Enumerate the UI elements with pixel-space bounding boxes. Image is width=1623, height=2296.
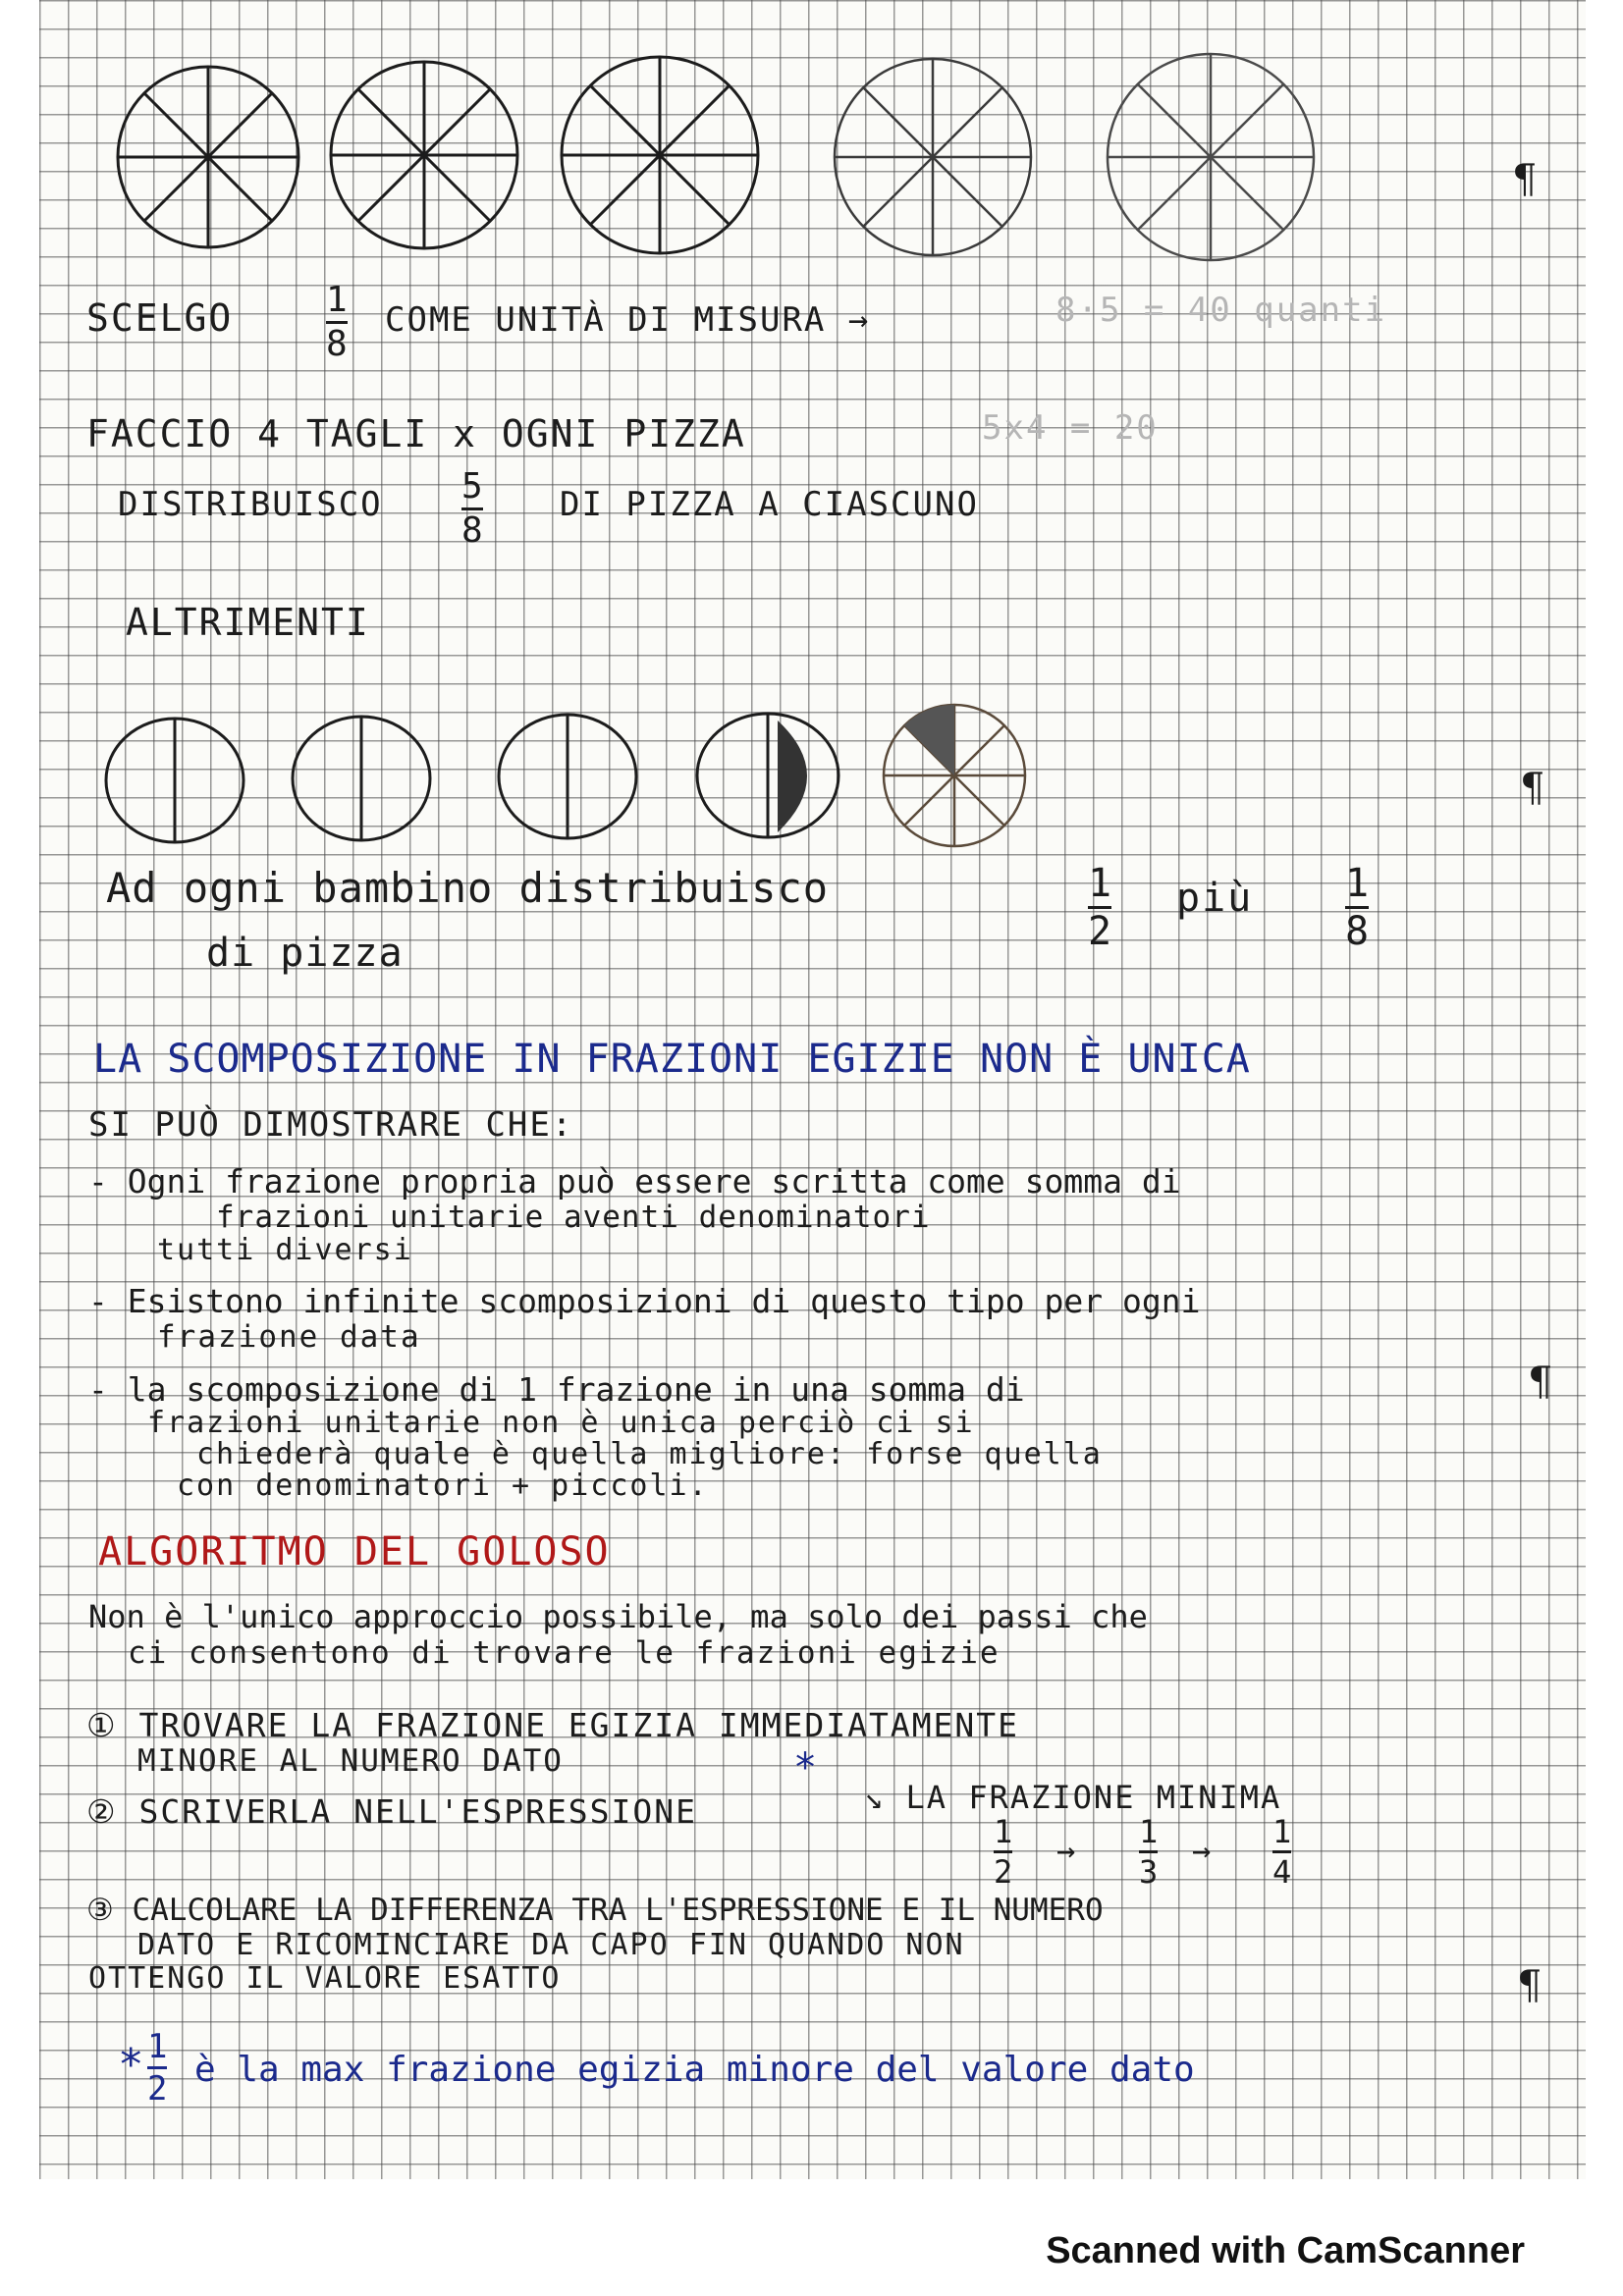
pizza-row-halves [106,705,1025,846]
step-1-line2: MINORE AL NUMERO DATO [137,1743,564,1779]
seq-arrow-2: → [1192,1832,1214,1869]
denominator: 8 [326,324,348,364]
unita-di-misura-text: COME UNITÀ DI MISURA → [385,300,871,340]
numerator: 5 [461,466,483,507]
altrimenti-text: ALTRIMENTI [126,601,370,644]
pizza-half-2 [293,717,430,840]
step-3-line1: ③ CALCOLARE LA DIFFERENZA TRA L'ESPRESSIONE E IL NUMERO [86,1893,1104,1928]
numerator: 1 [1345,861,1370,906]
si-puo-dimostrare: SI PUÒ DIMOSTRARE CHE: [88,1105,574,1145]
pizza-eighths-shaded [884,705,1025,846]
pizza-half-4-shaded [697,714,839,837]
non-e-unico-line2: ci consentono di trovare le frazioni egizie [128,1635,1001,1671]
pizza-half-1 [106,719,243,842]
denominator: 4 [1272,1853,1292,1891]
denominator: 2 [994,1853,1013,1891]
bullet-3-line1: - la scomposizione di 1 frazione in una somma di [88,1370,1025,1409]
pizza-5 [1108,54,1314,260]
numerator: 1 [1088,861,1112,906]
step-1-line1: ① TROVARE LA FRAZIONE EGIZIA IMMEDIATAMENTE [86,1706,1020,1744]
numerator: 1 [1139,1813,1159,1850]
bullet-3-line4: con denominatori + piccoli. [177,1468,709,1503]
fraction-one-half [1088,861,1112,954]
scelgo-label: SCELGO [86,296,234,340]
bullet-3-line2: frazioni unitarie non è unica perciò ci si [147,1406,975,1440]
denominator: 8 [1345,909,1370,954]
step-3-line2: DATO E RICOMINCIARE DA CAPO FIN QUANDO NON [137,1928,965,1962]
seq-fraction-1-3 [1139,1813,1159,1891]
non-e-unico-line1: Non è l'unico approccio possibile, ma solo dei passi che [88,1598,1148,1635]
footnote-text: è la max frazione egizia minore del valore dato [194,2050,1195,2090]
footnote-fraction-1-2 [147,2027,168,2109]
piu-text: più [1176,876,1254,921]
seq-fraction-1-4 [1272,1813,1292,1891]
pizza-row-eighths [118,54,1314,260]
fraction-one-eighth-b [1345,861,1370,954]
pizza-half-3 [499,715,636,838]
step-3-line3: OTTENGO IL VALORE ESATTO [88,1961,562,1996]
faded-calculation-2: 5x4 = 20 [982,408,1159,448]
distribuisco-label: DISTRIBUISCO [118,485,383,524]
di-pizza-a-ciascuno-text: DI PIZZA A CIASCUNO [560,485,979,524]
faded-calculation-1: 8·5 = 40 quanti [1055,291,1387,330]
denominator: 3 [1139,1853,1159,1891]
denominator: 2 [1088,909,1112,954]
frazione-minima-note: ↘ LA FRAZIONE MINIMA [864,1779,1282,1816]
seq-arrow-1: → [1056,1832,1078,1869]
ad-ogni-line2: di pizza [206,931,404,976]
paragraph-mark-1: ¶ [1512,157,1538,202]
numerator: 1 [994,1813,1013,1850]
heading-algoritmo-goloso: ALGORITMO DEL GOLOSO [98,1529,611,1575]
fraction-five-eighths [461,466,483,551]
bullet-1-line3: tutti diversi [157,1233,413,1267]
star-marker: * [793,1745,820,1790]
camscanner-footer: Scanned with CamScanner [1046,2230,1525,2271]
paragraph-mark-3: ¶ [1528,1360,1553,1405]
paragraph-mark-4: ¶ [1517,1963,1542,2008]
heading-scomposizione: LA SCOMPOSIZIONE IN FRAZIONI EGIZIE NON È UNICA [93,1037,1251,1082]
seq-fraction-1-2 [994,1813,1013,1891]
bullet-1-line1: - Ogni frazione propria può essere scritta come somma di [88,1162,1181,1201]
pizza-2 [331,62,517,248]
step-2-line1: ② SCRIVERLA NELL'ESPRESSIONE [86,1792,698,1831]
bullet-3-line3: chiederà quale è quella migliore: forse quella [196,1437,1103,1471]
pizza-3 [562,57,758,253]
bullet-2-line1: - Esistono infinite scomposizioni di questo tipo per ogni [88,1282,1201,1320]
pizza-1 [118,67,298,247]
fraction-one-eighth [326,280,348,364]
footnote-star: * [118,2040,146,2090]
paragraph-mark-2: ¶ [1520,766,1545,811]
pizza-4 [835,59,1031,255]
bullet-1-line2: frazioni unitarie aventi denominatori [216,1200,931,1235]
faccio-tagli-text: FACCIO 4 TAGLI x OGNI PIZZA [86,412,746,455]
denominator: 2 [147,2069,168,2109]
numerator: 1 [1272,1813,1292,1850]
ad-ogni-line1: Ad ogni bambino distribuisco [106,864,830,912]
bullet-2-line2: frazione data [157,1319,421,1355]
numerator: 1 [147,2027,168,2066]
numerator: 1 [326,280,348,320]
denominator: 8 [461,510,483,551]
